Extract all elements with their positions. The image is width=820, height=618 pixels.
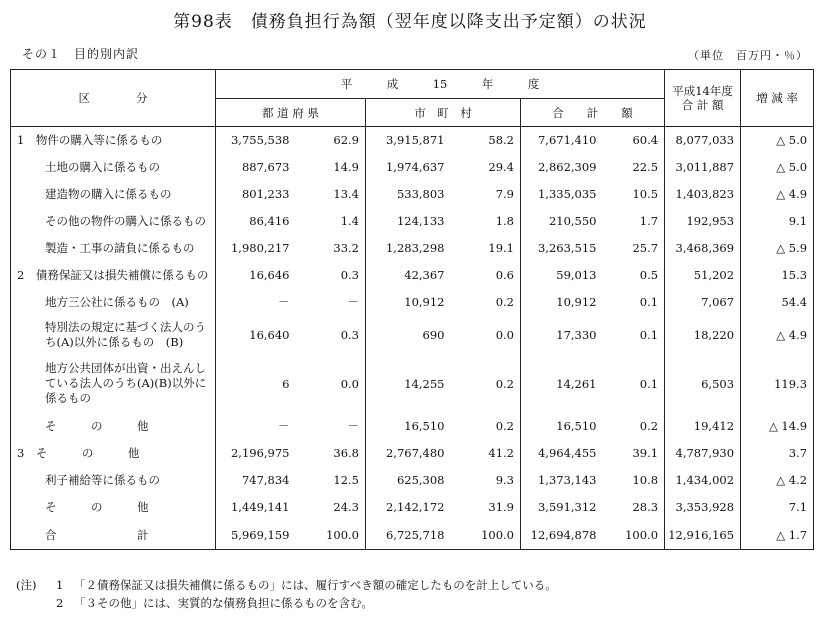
municipality-amount: 124,133 bbox=[366, 208, 451, 235]
municipality-amount: 2,142,172 bbox=[366, 494, 451, 521]
municipality-amount: 1,974,637 bbox=[366, 154, 451, 181]
total-share: 39.1 bbox=[632, 446, 659, 460]
prefecture-amount: 16,640 bbox=[216, 316, 296, 355]
footnote-1 bbox=[16, 576, 557, 594]
header-fy15: 平 成 15 年 度 bbox=[216, 70, 665, 99]
debt-burden-table bbox=[10, 69, 814, 550]
total-amount: 12,694,878 bbox=[521, 521, 603, 550]
change-rate: △ 4.9 bbox=[741, 316, 814, 355]
row-label: 合 計 bbox=[11, 521, 216, 550]
fy14-total: 6,503 bbox=[665, 355, 741, 413]
footnote-prefix: (注) bbox=[16, 578, 37, 592]
row-label: そ の 他 bbox=[11, 413, 216, 440]
municipality-amount: 10,912 bbox=[366, 289, 451, 316]
fy14-total: 8,077,033 bbox=[665, 127, 741, 154]
prefecture-amount: 86,416 bbox=[216, 208, 296, 235]
total-amount: 1,335,035 bbox=[521, 181, 603, 208]
prefecture-amount: 1,980,217 bbox=[216, 235, 296, 262]
municipality-share: 0.0 bbox=[495, 328, 514, 342]
change-rate: 54.4 bbox=[741, 289, 814, 316]
change-rate: △ 4.2 bbox=[741, 467, 814, 494]
prefecture-amount: 1,449,141 bbox=[216, 494, 296, 521]
unit-label: （単位 百万円・％） bbox=[688, 49, 808, 62]
municipality-amount: 14,255 bbox=[366, 355, 451, 413]
change-rate: △ 14.9 bbox=[741, 413, 814, 440]
header-fy14-line2: 合 計 額 bbox=[681, 98, 724, 112]
page-title: 第98表 債務負担行為額（翌年度以降支出予定額）の状況 bbox=[173, 12, 647, 32]
total-share: 0.1 bbox=[639, 295, 659, 309]
prefecture-amount: 2,196,975 bbox=[216, 440, 296, 467]
row-label: 土地の購入に係るもの bbox=[11, 154, 216, 181]
prefecture-amount: 3,755,538 bbox=[216, 127, 296, 154]
prefecture-share: 0.3 bbox=[340, 268, 359, 282]
table-row bbox=[11, 316, 814, 355]
table-subtitle: その１ 目的別内訳 bbox=[22, 47, 140, 61]
header-total: 合 計 額 bbox=[521, 99, 665, 127]
fy14-total: 51,202 bbox=[665, 262, 741, 289]
change-rate: 9.1 bbox=[741, 208, 814, 235]
fy14-total: 12,916,165 bbox=[665, 521, 741, 550]
municipality-amount: 2,767,480 bbox=[366, 440, 451, 467]
total-share: 22.5 bbox=[632, 160, 659, 174]
prefecture-amount: 5,969,159 bbox=[216, 521, 296, 550]
total-amount: 17,330 bbox=[521, 316, 603, 355]
total-share: 0.1 bbox=[639, 328, 659, 342]
municipality-amount: 16,510 bbox=[366, 413, 451, 440]
change-rate: 7.1 bbox=[741, 494, 814, 521]
municipality-share: 0.2 bbox=[495, 419, 514, 433]
total-amount: 10,912 bbox=[521, 289, 603, 316]
total-share: 28.3 bbox=[632, 500, 659, 514]
municipality-share: 0.2 bbox=[495, 376, 514, 391]
prefecture-amount: 16,646 bbox=[216, 262, 296, 289]
total-share: 100.0 bbox=[603, 521, 665, 550]
prefecture-amount: － bbox=[216, 289, 296, 316]
prefecture-share: 100.0 bbox=[296, 521, 366, 550]
fy14-total: 1,403,823 bbox=[665, 181, 741, 208]
row-label: 3 そ の 他 bbox=[11, 440, 216, 467]
municipality-share: 31.9 bbox=[488, 500, 514, 514]
municipality-share: 0.6 bbox=[495, 268, 514, 282]
footnote-2 bbox=[16, 594, 557, 612]
municipality-share: 100.0 bbox=[451, 521, 521, 550]
row-label: 1 物件の購入等に係るもの bbox=[11, 127, 216, 154]
change-rate: △ 5.0 bbox=[741, 127, 814, 154]
total-share: 10.8 bbox=[632, 473, 659, 487]
table-row bbox=[11, 494, 814, 521]
municipality-amount: 1,283,298 bbox=[366, 235, 451, 262]
row-label: 建造物の購入に係るもの bbox=[11, 181, 216, 208]
row-label: その他の物件の購入に係るもの bbox=[11, 208, 216, 235]
prefecture-share: 62.9 bbox=[333, 133, 359, 148]
table-row bbox=[11, 181, 814, 208]
total-amount: 4,964,455 bbox=[521, 440, 603, 467]
change-rate: △ 1.7 bbox=[741, 521, 814, 550]
total-amount: 3,591,312 bbox=[521, 494, 603, 521]
footnote-text: 「３その他」には、実質的な債務負担に係るものを含む。 bbox=[74, 596, 373, 610]
fy14-total: 3,353,928 bbox=[665, 494, 741, 521]
municipality-share: 0.2 bbox=[495, 295, 514, 309]
total-amount: 2,862,309 bbox=[521, 154, 603, 181]
footnote-text: 「２債務保証又は損失補償に係るもの」には、履行すべき額の確定したものを計上している。 bbox=[74, 578, 557, 592]
row-label: 製造・工事の請負に係るもの bbox=[11, 235, 216, 262]
total-amount: 14,261 bbox=[521, 355, 603, 413]
table-row bbox=[11, 467, 814, 494]
table-body bbox=[11, 127, 814, 550]
fy14-total: 7,067 bbox=[665, 289, 741, 316]
prefecture-share: 1.4 bbox=[340, 214, 359, 228]
footnote-num: 2 bbox=[56, 596, 64, 610]
municipality-amount: 6,725,718 bbox=[366, 521, 451, 550]
prefecture-share: 33.2 bbox=[333, 241, 359, 255]
municipality-amount: 42,367 bbox=[366, 262, 451, 289]
total-share: 25.7 bbox=[632, 241, 659, 255]
fy14-total: 4,787,930 bbox=[665, 440, 741, 467]
municipality-amount: 625,308 bbox=[366, 467, 451, 494]
change-rate: △ 5.0 bbox=[741, 154, 814, 181]
total-share: 0.2 bbox=[639, 419, 659, 433]
prefecture-amount: 6 bbox=[216, 355, 296, 413]
total-amount: 210,550 bbox=[521, 208, 603, 235]
total-share: 0.5 bbox=[639, 268, 659, 282]
header-change: 増 減 率 bbox=[741, 70, 814, 127]
row-label: そ の 他 bbox=[11, 494, 216, 521]
prefecture-share: － bbox=[347, 419, 359, 433]
change-rate: 15.3 bbox=[741, 262, 814, 289]
row-label: 地方公共団体が出資・出えんしている法人のうち(A)(B)以外に係るもの bbox=[11, 355, 216, 413]
prefecture-share: 0.0 bbox=[340, 376, 359, 391]
change-rate: 3.7 bbox=[741, 440, 814, 467]
municipality-share: 41.2 bbox=[488, 446, 514, 460]
total-share: 1.7 bbox=[639, 214, 659, 228]
fy14-total: 192,953 bbox=[665, 208, 741, 235]
municipality-share: 19.1 bbox=[488, 241, 514, 255]
prefecture-share: 24.3 bbox=[333, 500, 359, 514]
prefecture-amount: － bbox=[216, 413, 296, 440]
table-row bbox=[11, 413, 814, 440]
table-row bbox=[11, 289, 814, 316]
prefecture-amount: 801,233 bbox=[216, 181, 296, 208]
total-amount: 7,671,410 bbox=[521, 127, 603, 154]
prefecture-share: 36.8 bbox=[333, 446, 359, 460]
municipality-share: 1.8 bbox=[495, 214, 514, 228]
row-label: 利子補給等に係るもの bbox=[11, 467, 216, 494]
total-share: 10.5 bbox=[632, 187, 659, 201]
footnotes bbox=[16, 576, 557, 612]
table-row bbox=[11, 440, 814, 467]
table-row bbox=[11, 521, 814, 550]
table-row bbox=[11, 127, 814, 154]
total-amount: 3,263,515 bbox=[521, 235, 603, 262]
total-amount: 59,013 bbox=[521, 262, 603, 289]
table-row bbox=[11, 355, 814, 413]
municipality-share: 7.9 bbox=[495, 187, 514, 201]
row-label: 地方三公社に係るもの (A) bbox=[11, 289, 216, 316]
change-rate: 119.3 bbox=[741, 355, 814, 413]
total-amount: 1,373,143 bbox=[521, 467, 603, 494]
header-prefecture: 都 道 府 県 bbox=[216, 99, 366, 127]
prefecture-share: 14.9 bbox=[333, 160, 359, 174]
municipality-amount: 3,915,871 bbox=[366, 127, 451, 154]
row-label: 特別法の規定に基づく法人のうち(A)以外に係るもの (B) bbox=[11, 316, 216, 355]
header-municipality: 市 町 村 bbox=[366, 99, 521, 127]
municipality-share: 58.2 bbox=[488, 133, 514, 148]
prefecture-share: － bbox=[347, 295, 359, 309]
prefecture-amount: 887,673 bbox=[216, 154, 296, 181]
table-row bbox=[11, 235, 814, 262]
municipality-share: 9.3 bbox=[495, 473, 514, 487]
header-fy14-line1: 平成14年度 bbox=[672, 84, 733, 98]
row-label: 2 債務保証又は損失補償に係るもの bbox=[11, 262, 216, 289]
fy14-total: 18,220 bbox=[665, 316, 741, 355]
fy14-total: 3,011,887 bbox=[665, 154, 741, 181]
fy14-total: 1,434,002 bbox=[665, 467, 741, 494]
change-rate: △ 5.9 bbox=[741, 235, 814, 262]
total-amount: 16,510 bbox=[521, 413, 603, 440]
prefecture-amount: 747,834 bbox=[216, 467, 296, 494]
municipality-share: 29.4 bbox=[488, 160, 514, 174]
total-share: 60.4 bbox=[632, 133, 659, 148]
fy14-total: 19,412 bbox=[665, 413, 741, 440]
table-row bbox=[11, 208, 814, 235]
footnote-num: 1 bbox=[56, 578, 64, 592]
prefecture-share: 0.3 bbox=[340, 328, 359, 342]
header-category: 区 分 bbox=[11, 70, 216, 127]
municipality-amount: 533,803 bbox=[366, 181, 451, 208]
total-share: 0.1 bbox=[639, 376, 659, 391]
prefecture-share: 13.4 bbox=[333, 187, 359, 201]
municipality-amount: 690 bbox=[366, 316, 451, 355]
table-row bbox=[11, 154, 814, 181]
table-row bbox=[11, 262, 814, 289]
fy14-total: 3,468,369 bbox=[665, 235, 741, 262]
change-rate: △ 4.9 bbox=[741, 181, 814, 208]
header-fy14 bbox=[665, 70, 741, 127]
prefecture-share: 12.5 bbox=[333, 473, 359, 487]
